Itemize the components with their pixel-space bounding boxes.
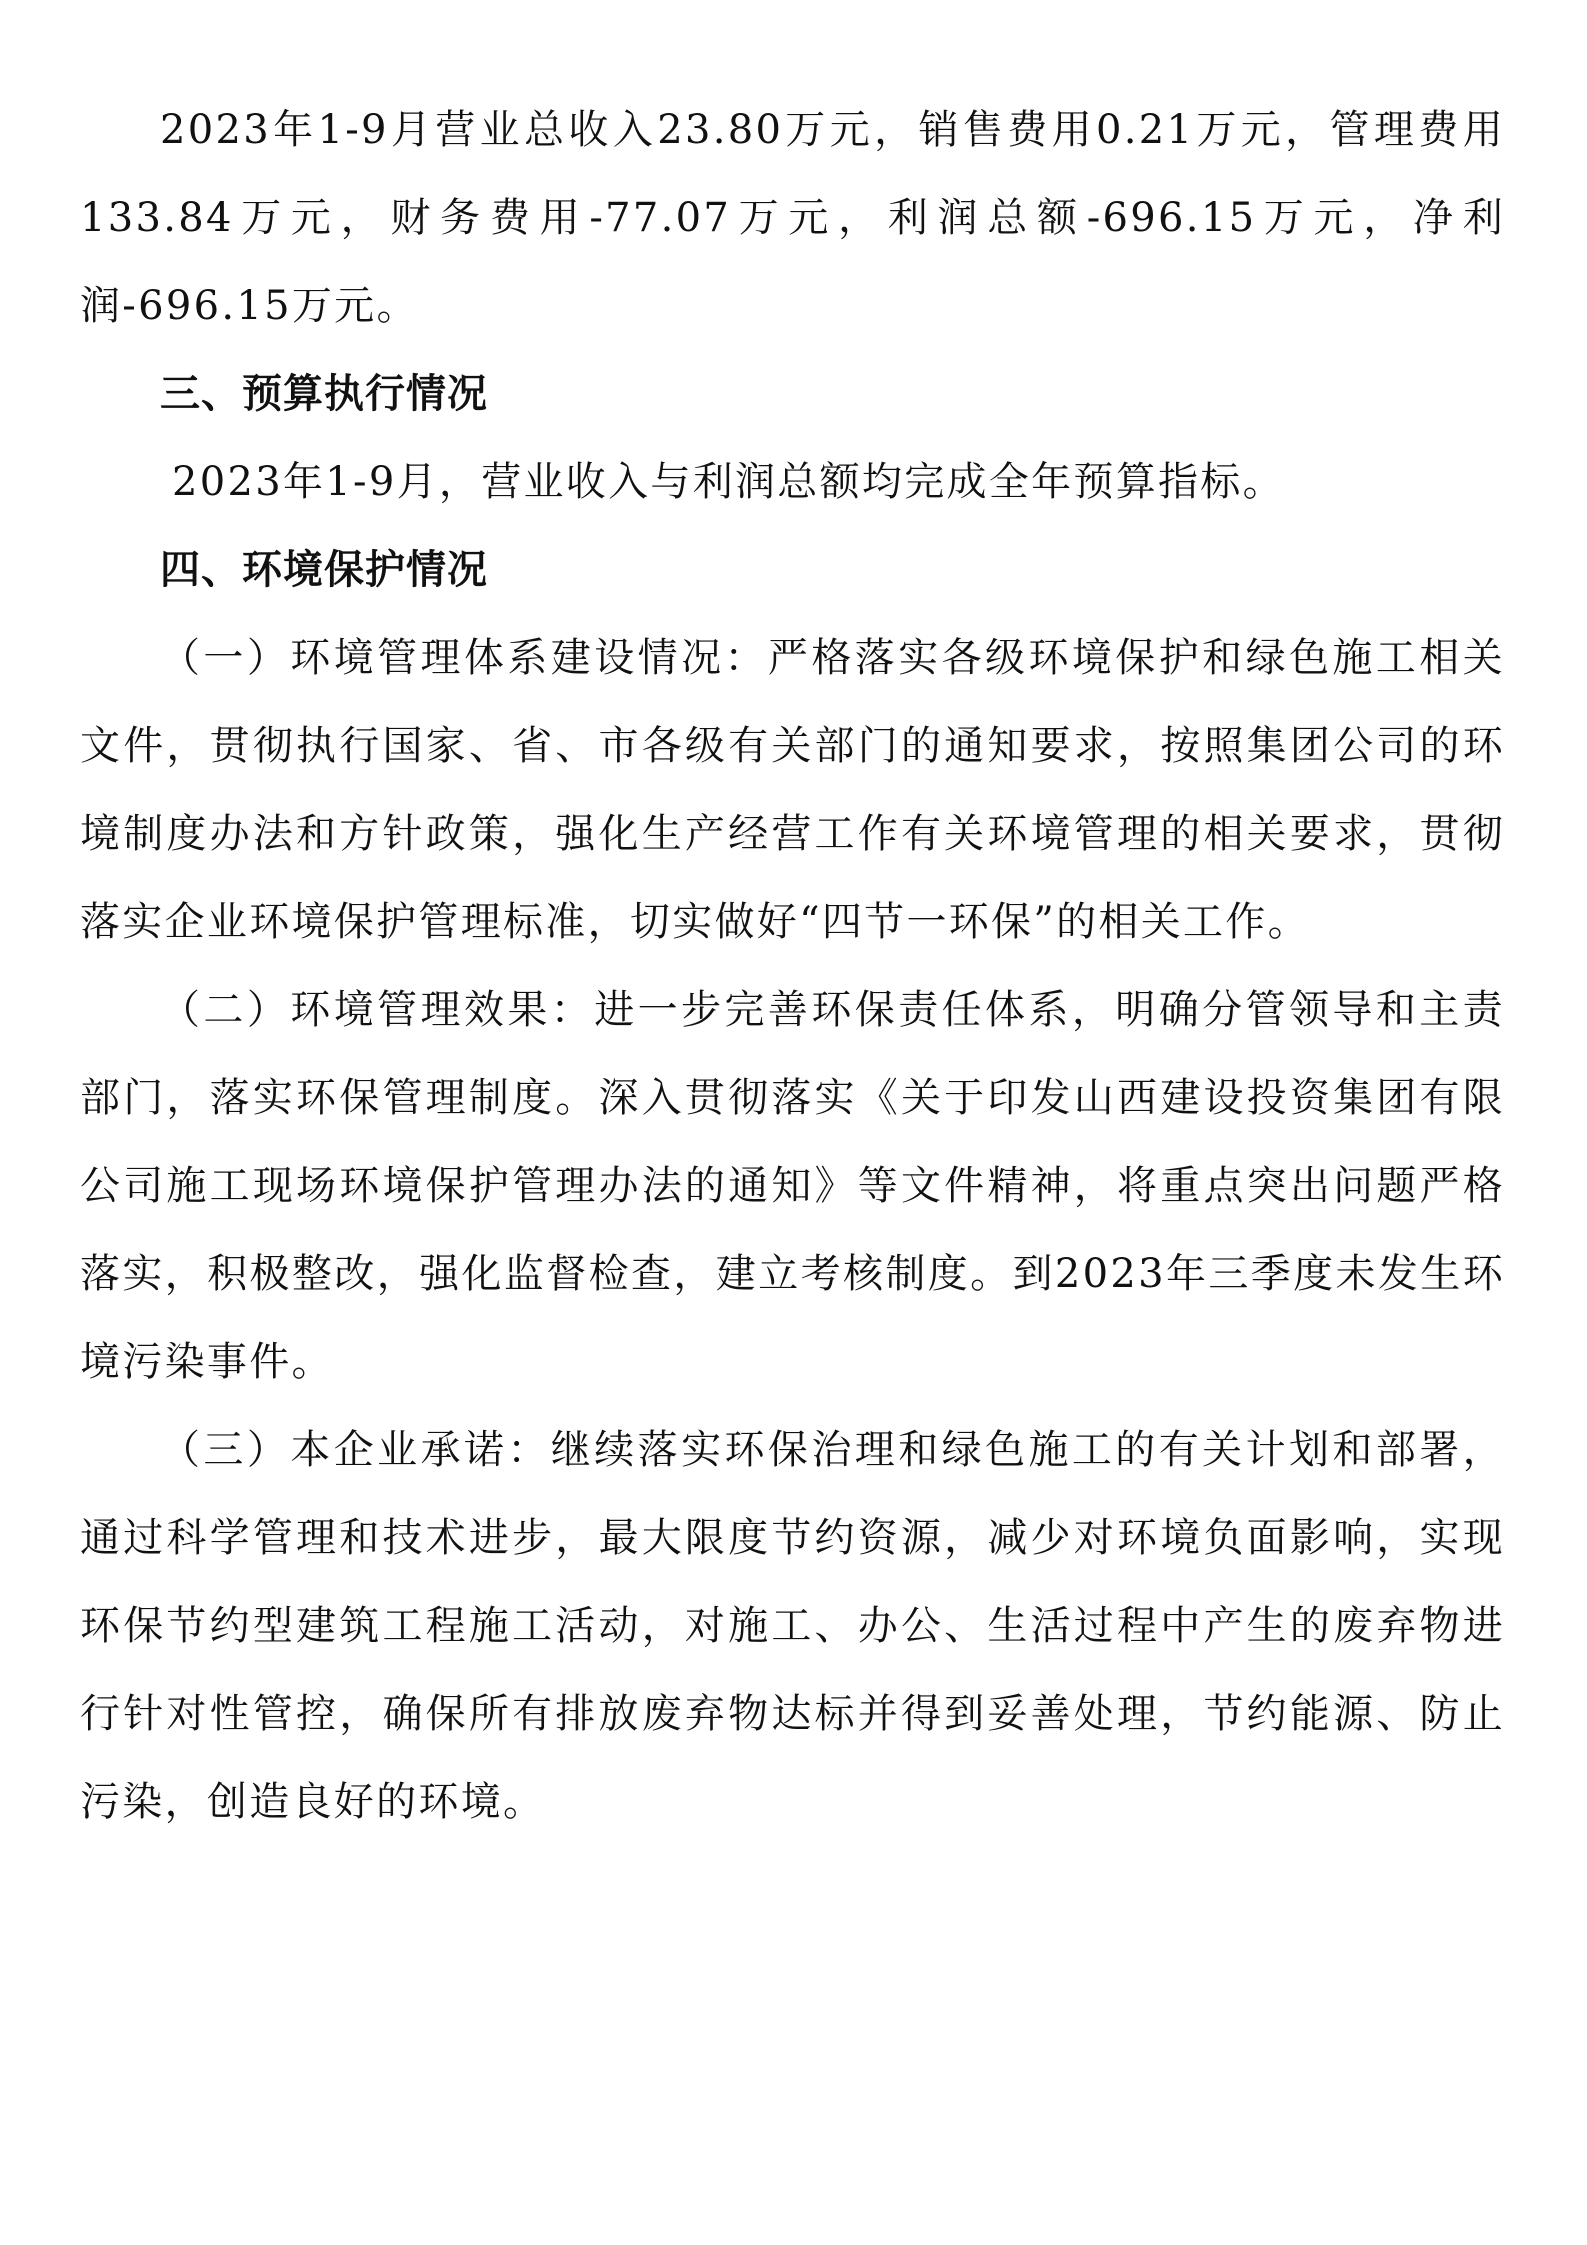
environment-section-heading: 四、环境保护情况 <box>160 547 488 593</box>
document-body <box>80 86 1505 1846</box>
financial-summary-paragraph: 2023年1-9月营业总收入23.80万元，销售费用0.21万元，管理费用133.84万元，财务费用-77.07万元，利润总额-696.15万元，净利润-696.15万元。 <box>80 107 1505 329</box>
environment-effect-paragraph: （二）环境管理效果：进一步完善环保责任体系，明确分管领导和主责部门，落实环保管理制度。深入贯彻落实《关于印发山西建设投资集团有限公司施工现场环境保护管理办法的通知》等文件精神，将重点突出问题严格落实，积极整改，强化监督检查，建立考核制度。到2023年三季度未发生环境污染事件。 <box>80 987 1505 1385</box>
budget-execution-paragraph: 2023年1-9月，营业收入与利润总额均完成全年预算指标。 <box>172 459 1285 505</box>
enterprise-commitment-paragraph: （三）本企业承诺：继续落实环保治理和绿色施工的有关计划和部署，通过科学管理和技术进步，最大限度节约资源，减少对环境负面影响，实现环保节约型建筑工程施工活动，对施工、办公、生活过程中产生的废弃物进行针对性管控，确保所有排放废弃物达标并得到妥善处理，节约能源、防止污染，创造良好的环境。 <box>80 1427 1505 1825</box>
environment-system-paragraph: （一）环境管理体系建设情况：严格落实各级环境保护和绿色施工相关文件，贯彻执行国家、省、市各级有关部门的通知要求，按照集团公司的环境制度办法和方针政策，强化生产经营工作有关环境管理的相关要求，贯彻落实企业环境保护管理标准，切实做好“四节一环保”的相关工作。 <box>80 635 1505 945</box>
budget-section-heading: 三、预算执行情况 <box>160 371 488 417</box>
